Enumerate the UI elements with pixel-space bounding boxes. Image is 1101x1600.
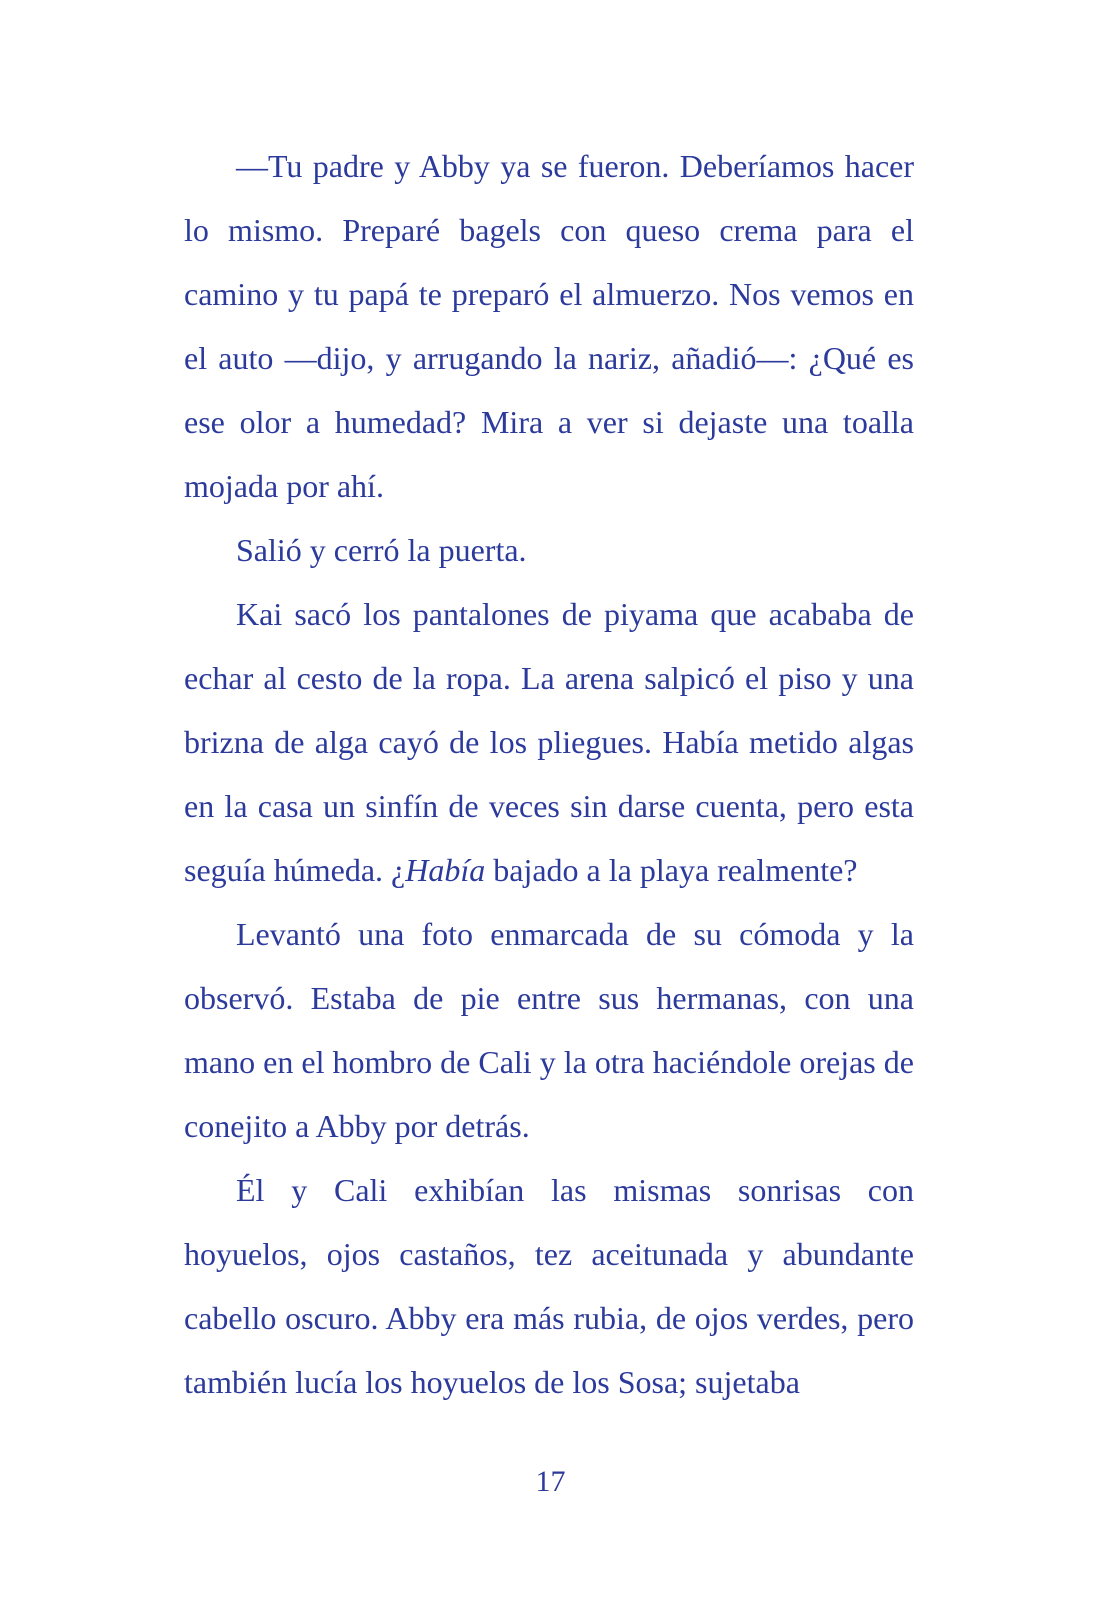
paragraph-3-italic-word: Había <box>405 852 486 888</box>
paragraph-4: Levantó una foto enmarcada de su cómoda y la observó. Estaba de pie entre sus hermanas, con una mano en el hombro de Cali y la otra haciéndole orejas de conejito a Abby por detrás. <box>184 916 914 1144</box>
paragraph-3-text-after: bajado a la playa realmente? <box>485 852 858 888</box>
page-number: 17 <box>535 1465 566 1498</box>
paragraph-1: —Tu padre y Abby ya se fueron. Deberíamos hacer lo mismo. Preparé bagels con queso crema para el camino y tu papá te preparó el almuerzo. Nos vemos en el auto —dijo, y arrugando la nariz, añadió—: ¿Qué es ese olor a humedad? Mira a ver si dejaste una toalla mojada por ahí. <box>184 148 914 504</box>
body-text <box>184 134 914 1414</box>
paragraph-3-text-before: Kai sacó los pantalones de piyama que acababa de echar al cesto de la ropa. La arena salpicó el piso y una brizna de alga cayó de los pliegues. Había metido algas en la casa un sinfín de veces sin darse cuenta, pero esta seguía húmeda. ¿ <box>184 596 914 888</box>
paragraph-2: Salió y cerró la puerta. <box>236 532 527 568</box>
paragraph-5: Él y Cali exhibían las mismas sonrisas con hoyuelos, ojos castaños, tez aceitunada y abundante cabello oscuro. Abby era más rubia, de ojos verdes, pero también lucía los hoyuelos de los Sosa; sujetaba <box>184 1172 914 1400</box>
paragraph-3 <box>184 582 914 902</box>
